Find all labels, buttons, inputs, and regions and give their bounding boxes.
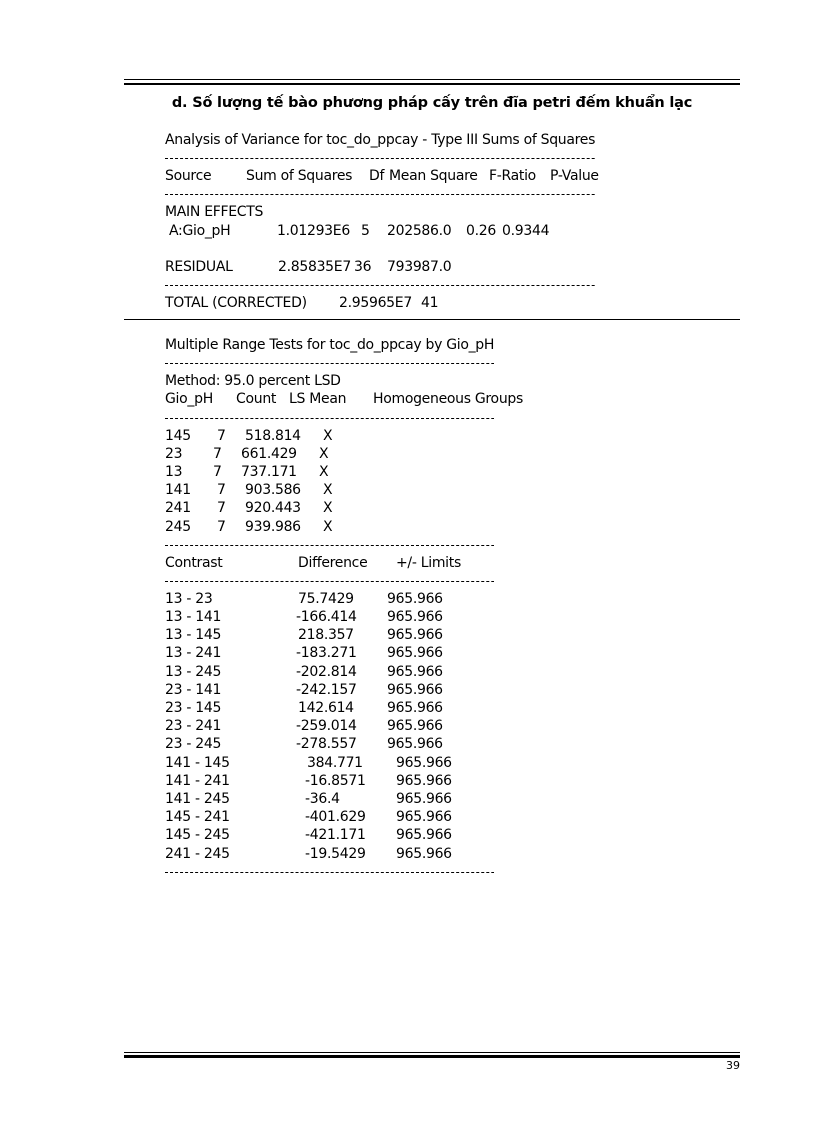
mrt-table-row: 13 7 737.171 X <box>165 463 329 480</box>
anova-block <box>165 131 599 312</box>
section-rule <box>124 319 740 320</box>
mrt-rows <box>165 427 494 536</box>
section-heading: d. Số lượng tế bào phương pháp cấy trên đĩa petri đếm khuẩn lạc <box>171 95 693 111</box>
mrt-header-row: Gio_pH Count LS Mean Homogeneous Groups <box>165 391 523 408</box>
dashed-divider <box>165 572 494 590</box>
contrast-rows <box>165 590 494 863</box>
contrast-row: 23 - 245 -278.557 965.966 <box>165 736 443 753</box>
anova-header-row <box>165 167 599 185</box>
contrast-header-row: Contrast Difference +/- Limits <box>165 554 461 571</box>
contrast-row: 23 - 241 -259.014 965.966 <box>165 718 443 735</box>
contrast-row: 13 - 141 -166.414 965.966 <box>165 609 443 626</box>
anova-title: Analysis of Variance for toc_do_ppcay - Type III Sums of Squares <box>165 132 596 148</box>
page-number: 39 <box>726 1059 740 1072</box>
contrast-row: 23 - 145 142.614 965.966 <box>165 700 443 716</box>
dashed-divider <box>165 185 595 203</box>
col-f: F-Ratio <box>489 168 536 185</box>
contrast-row: 141 - 241 -16.8571 965.966 <box>165 772 452 789</box>
mrt-method: Method: 95.0 percent LSD <box>165 373 341 390</box>
mrt-block <box>165 336 523 881</box>
main-effects-label: MAIN EFFECTS <box>165 204 264 221</box>
contrast-row: 241 - 245 -19.5429 965.966 <box>165 845 452 862</box>
contrast-row: 13 - 23 75.7429 965.966 <box>165 590 443 607</box>
footer-rule-thick <box>124 1055 740 1058</box>
col-source: Source <box>165 168 212 185</box>
contrast-row: 13 - 245 -202.814 965.966 <box>165 663 443 680</box>
contrast-row: 141 - 145 384.771 965.966 <box>165 754 452 771</box>
dashed-divider <box>165 354 494 372</box>
contrast-row: 13 - 241 -183.271 965.966 <box>165 645 443 662</box>
header-rule-thick <box>124 83 740 85</box>
col-p: P-Value <box>550 168 599 185</box>
mrt-table-row: 245 7 939.986 X <box>165 518 333 535</box>
mrt-table-row: 145 7 518.814 X <box>165 427 333 444</box>
contrast-row: 145 - 245 -421.171 965.966 <box>165 827 452 844</box>
residual-row: RESIDUAL 2.85835E7 36 793987.0 <box>165 258 452 275</box>
factor-row: A:Gio_pH 1.01293E6 5 202586.0 0.26 0.9344 <box>169 222 550 239</box>
contrast-row: 23 - 141 -242.157 965.966 <box>165 681 443 698</box>
dashed-divider <box>165 276 595 294</box>
header-rule-thin <box>124 79 740 80</box>
dashed-divider <box>165 409 494 427</box>
mrt-table-row: 23 7 661.429 X <box>165 445 329 462</box>
total-row: TOTAL (CORRECTED) 2.95965E7 41 <box>165 295 439 312</box>
col-df: Df <box>369 168 385 185</box>
dashed-divider <box>165 863 494 881</box>
dashed-divider <box>165 536 494 554</box>
dashed-divider <box>165 149 595 167</box>
contrast-row: 13 - 145 218.357 965.966 <box>165 627 443 644</box>
mrt-table-row: 141 7 903.586 X <box>165 482 333 499</box>
contrast-row: 145 - 241 -401.629 965.966 <box>165 809 452 826</box>
mrt-title: Multiple Range Tests for toc_do_ppcay by Gio_pH <box>165 337 495 353</box>
mrt-table-row: 241 7 920.443 X <box>165 500 333 517</box>
col-ms: Mean Square <box>389 168 478 185</box>
contrast-row: 141 - 245 -36.4 965.966 <box>165 790 452 807</box>
footer-rule-thin <box>124 1052 740 1053</box>
col-ss: Sum of Squares <box>246 168 353 185</box>
